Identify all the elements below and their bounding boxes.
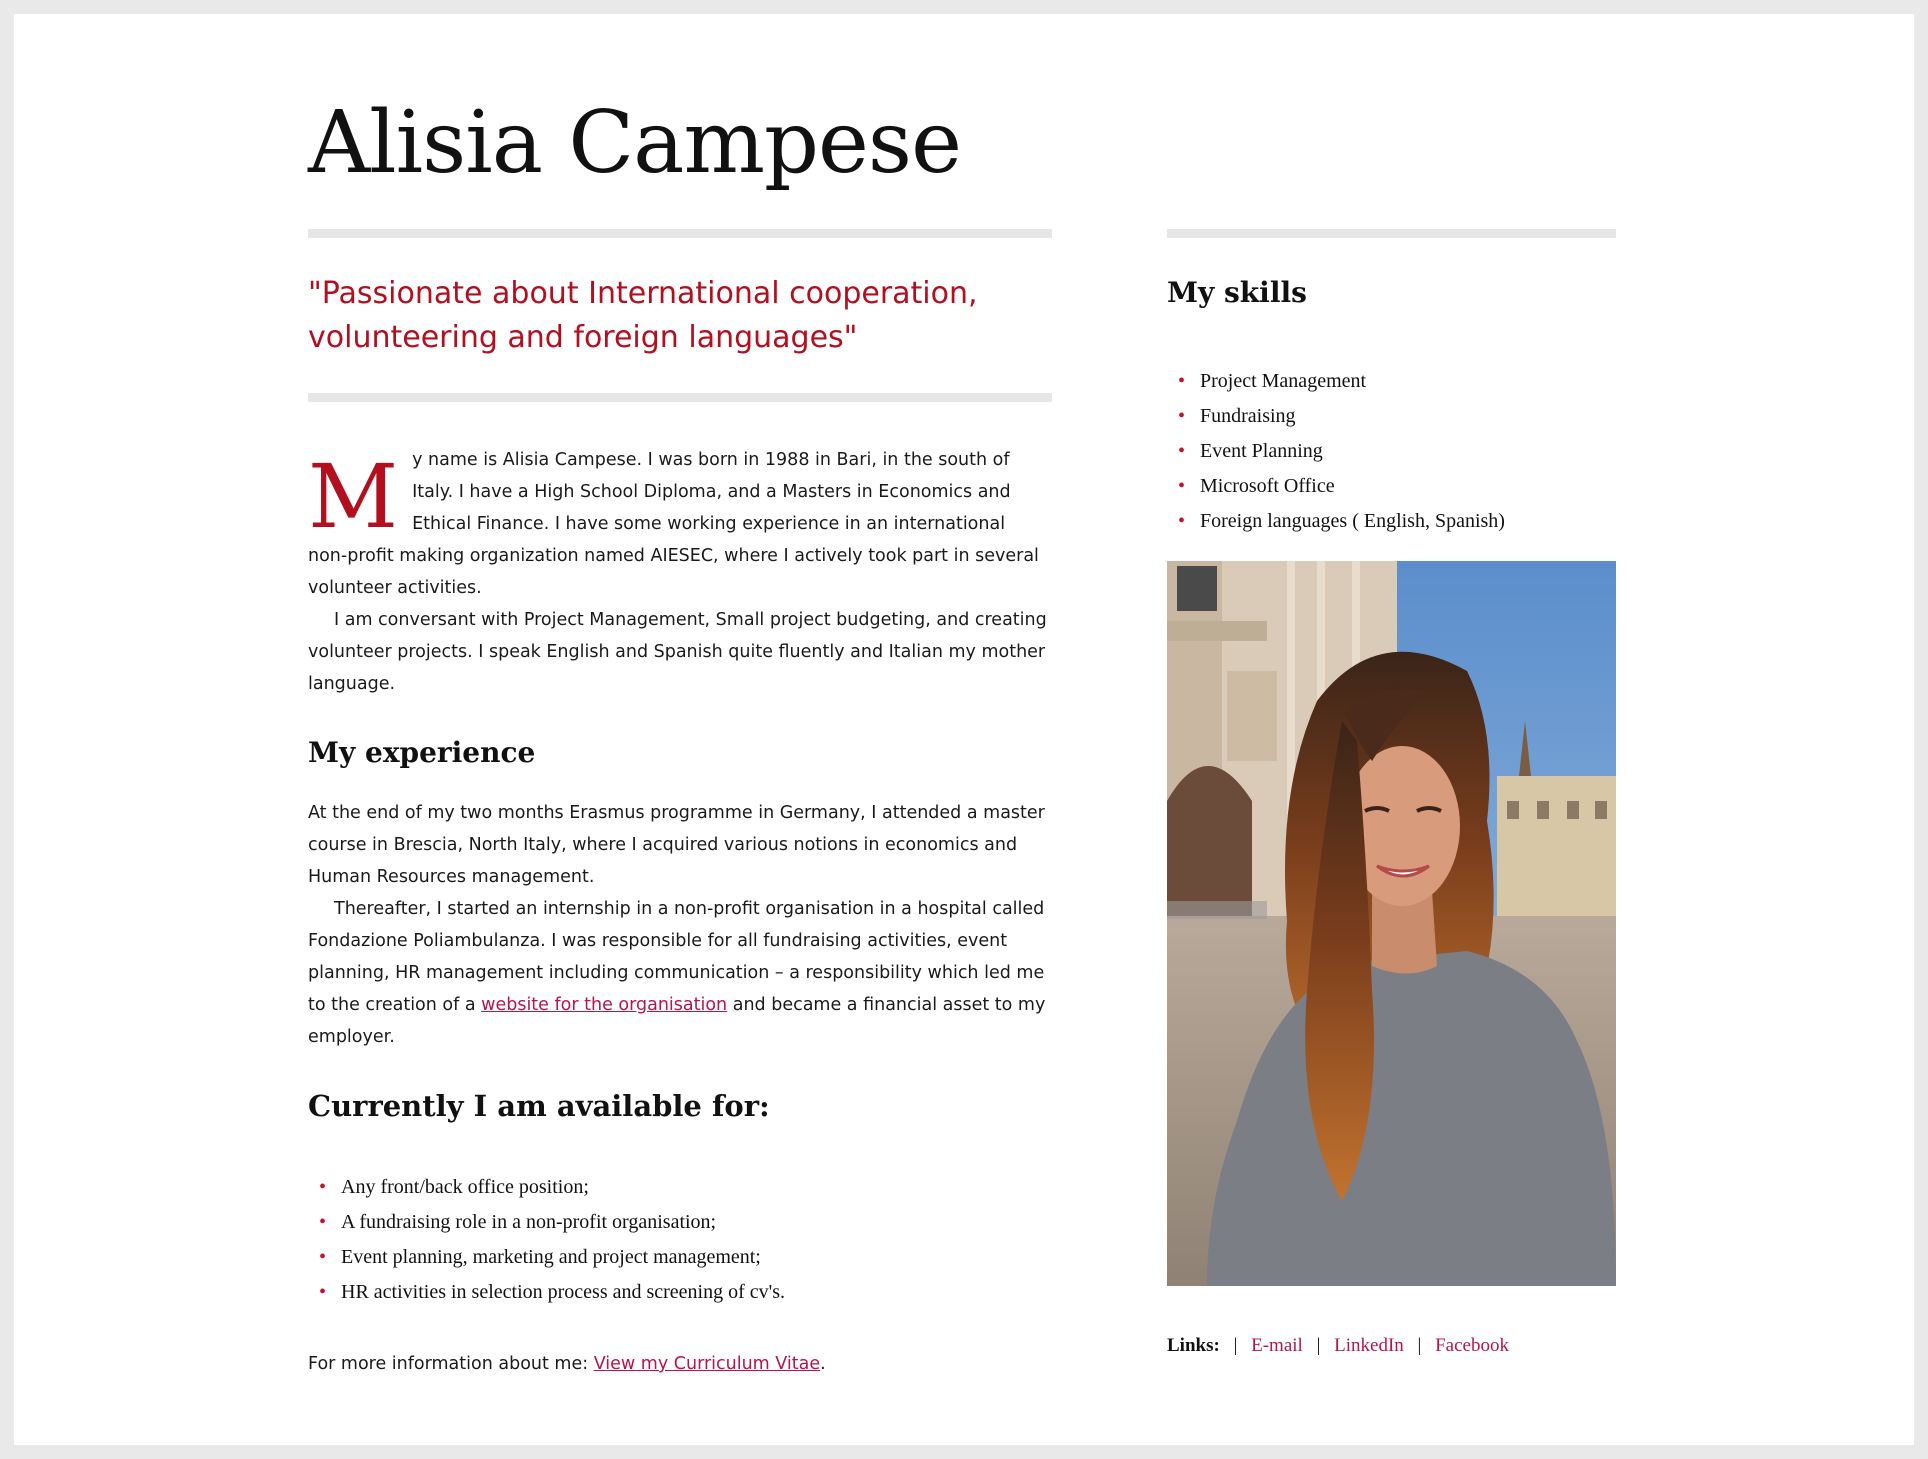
links-separator: | [1417,1335,1422,1356]
experience-heading: My experience [308,736,536,769]
divider-top [308,229,1052,238]
list-item: • Foreign languages ( English, Spanish) [1167,504,1616,539]
page [14,14,1914,1445]
email-link[interactable]: E-mail [1251,1335,1303,1356]
intro-paragraph-2: I am conversant with Project Management, Small project budgeting, and creating volunteer projects. I speak English and Spanish quite fluently and Italian my mother language. [308,610,1047,694]
experience-text-after-link: and became a financial asset to my employer. [308,995,1046,1047]
intro-paragraph-1 [308,444,1048,604]
intro-section [308,444,1048,700]
links-label: Links: [1167,1335,1220,1356]
more-info-suffix: . [820,1354,826,1374]
links-separator: | [1233,1335,1238,1356]
profile-photo [1167,561,1616,1286]
divider-tagline [308,393,1052,402]
experience-text-before-link: Thereafter, I started an internship in a non-profit organisation in a hospital called Fondazione Poliambulanza. I was responsible for all fundraising activities, event planning, HR management including communication – a responsibility which led me to the creation of a [308,899,1045,1015]
list-item: • Project Management [1167,364,1616,399]
list-item: • A fundraising role in a non-profit organisation; [308,1205,1048,1240]
links-separator: | [1316,1335,1321,1356]
skills-list [1167,364,1616,539]
linkedin-link[interactable]: LinkedIn [1334,1335,1404,1356]
list-item: • Microsoft Office [1167,469,1616,504]
drop-cap: M [308,445,399,548]
curriculum-vitae-link[interactable]: View my Curriculum Vitae [593,1354,821,1374]
list-item: • HR activities in selection process and screening of cv's. [308,1275,1048,1310]
experience-paragraph-2 [308,893,1048,1053]
availability-list [308,1170,1048,1310]
list-item: • Fundraising [1167,399,1616,434]
availability-heading: Currently I am available for: [308,1089,770,1123]
skills-heading: My skills [1167,276,1307,309]
intro-text-1: y name is Alisia Campese. I was born in 1988 in Bari, in the south of Italy. I have a High School Diploma, and a Masters in Economics and Ethical Finance. I have some working experience in an international non-profit making organization named AIESEC, where I actively took part in several volunteer activities. [308,450,1039,598]
experience-section [308,797,1048,1053]
organisation-website-link[interactable]: website for the organisation [481,995,728,1015]
experience-paragraph-1: At the end of my two months Erasmus programme in Germany, I attended a master course in Brescia, North Italy, where I acquired various notions in economics and Human Resources management. [308,803,1045,887]
divider-sidebar [1167,229,1616,238]
more-info [308,1348,1048,1380]
more-info-label: For more information about me: [308,1354,594,1374]
links-bar [1167,1335,1509,1357]
list-item: • Any front/back office position; [308,1170,1048,1205]
facebook-link[interactable]: Facebook [1435,1335,1509,1356]
list-item: • Event planning, marketing and project management; [308,1240,1048,1275]
list-item: • Event Planning [1167,434,1616,469]
page-title: Alisia Campese [308,93,961,193]
tagline: "Passionate about International cooperation, volunteering and foreign languages" [308,276,978,355]
